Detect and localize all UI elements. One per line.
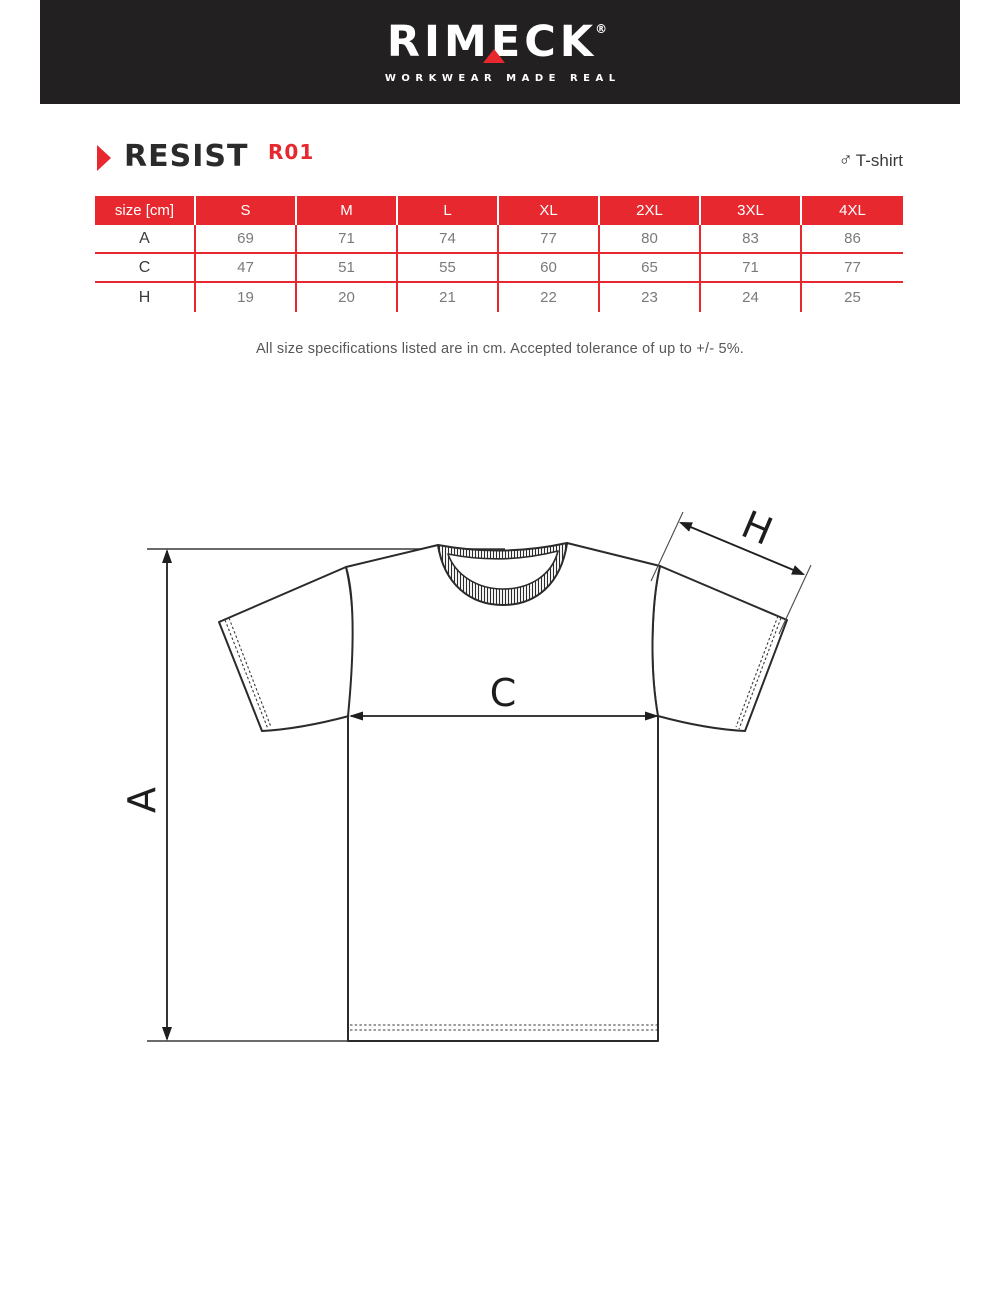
size-table-cell: 19 [196, 283, 297, 312]
arrowhead-down [162, 1027, 172, 1041]
product-category-label: T-shirt [855, 151, 903, 170]
size-table-cell: 21 [398, 283, 499, 312]
size-table-header-cell: S [196, 196, 297, 225]
ext-line-H2 [779, 565, 811, 634]
logo-wordmark: RIMECK [386, 16, 598, 67]
dim-label-H: H [735, 502, 779, 554]
size-table-cell: 77 [499, 225, 600, 254]
size-table-cell: 20 [297, 283, 398, 312]
row-label: A [95, 225, 196, 254]
size-table-header-cell: 3XL [701, 196, 802, 225]
product-code: R01 [268, 140, 315, 164]
size-table-cell: 69 [196, 225, 297, 254]
size-table-cell: 47 [196, 254, 297, 283]
size-table-cell: 22 [499, 283, 600, 312]
arrowhead-upleft [679, 522, 693, 532]
size-table-header-cell: 4XL [802, 196, 903, 225]
size-table-cell: 83 [701, 225, 802, 254]
size-table-header-cell: XL [499, 196, 600, 225]
dim-label-C: C [489, 671, 517, 715]
male-icon: ♂ [838, 150, 853, 171]
size-table-cell: 77 [802, 254, 903, 283]
size-note: All size specifications listed are in cm. Accepted tolerance of up to +/- 5%. [255, 341, 745, 357]
dim-label-A: A [120, 787, 164, 813]
tshirt-left-sleeve [219, 567, 354, 731]
row-label: C [95, 254, 196, 283]
registered-mark: ® [595, 21, 612, 36]
size-table-cell: 71 [701, 254, 802, 283]
product-name: RESIST [124, 139, 249, 174]
size-table-header-cell: 2XL [600, 196, 701, 225]
size-table-header-cell: L [398, 196, 499, 225]
size-table-header-cell: size [cm] [95, 196, 196, 225]
row-label: H [95, 283, 196, 312]
size-table-cell: 71 [297, 225, 398, 254]
size-table-cell: 23 [600, 283, 701, 312]
size-table-cell: 60 [499, 254, 600, 283]
arrowhead-downright [791, 565, 805, 575]
size-table-cell: 55 [398, 254, 499, 283]
size-table-cell: 80 [600, 225, 701, 254]
size-table-header-cell: M [297, 196, 398, 225]
size-table-cell: 51 [297, 254, 398, 283]
tshirt-body [346, 543, 660, 1041]
size-table-cell: 24 [701, 283, 802, 312]
size-table-cell: 25 [802, 283, 903, 312]
size-table-cell: 74 [398, 225, 499, 254]
brand-tagline: WORKWEAR MADE REAL [384, 72, 621, 84]
arrowhead-up [162, 549, 172, 563]
size-table-cell: 86 [802, 225, 903, 254]
size-table-cell: 65 [600, 254, 701, 283]
tshirt-right-sleeve [652, 566, 787, 731]
